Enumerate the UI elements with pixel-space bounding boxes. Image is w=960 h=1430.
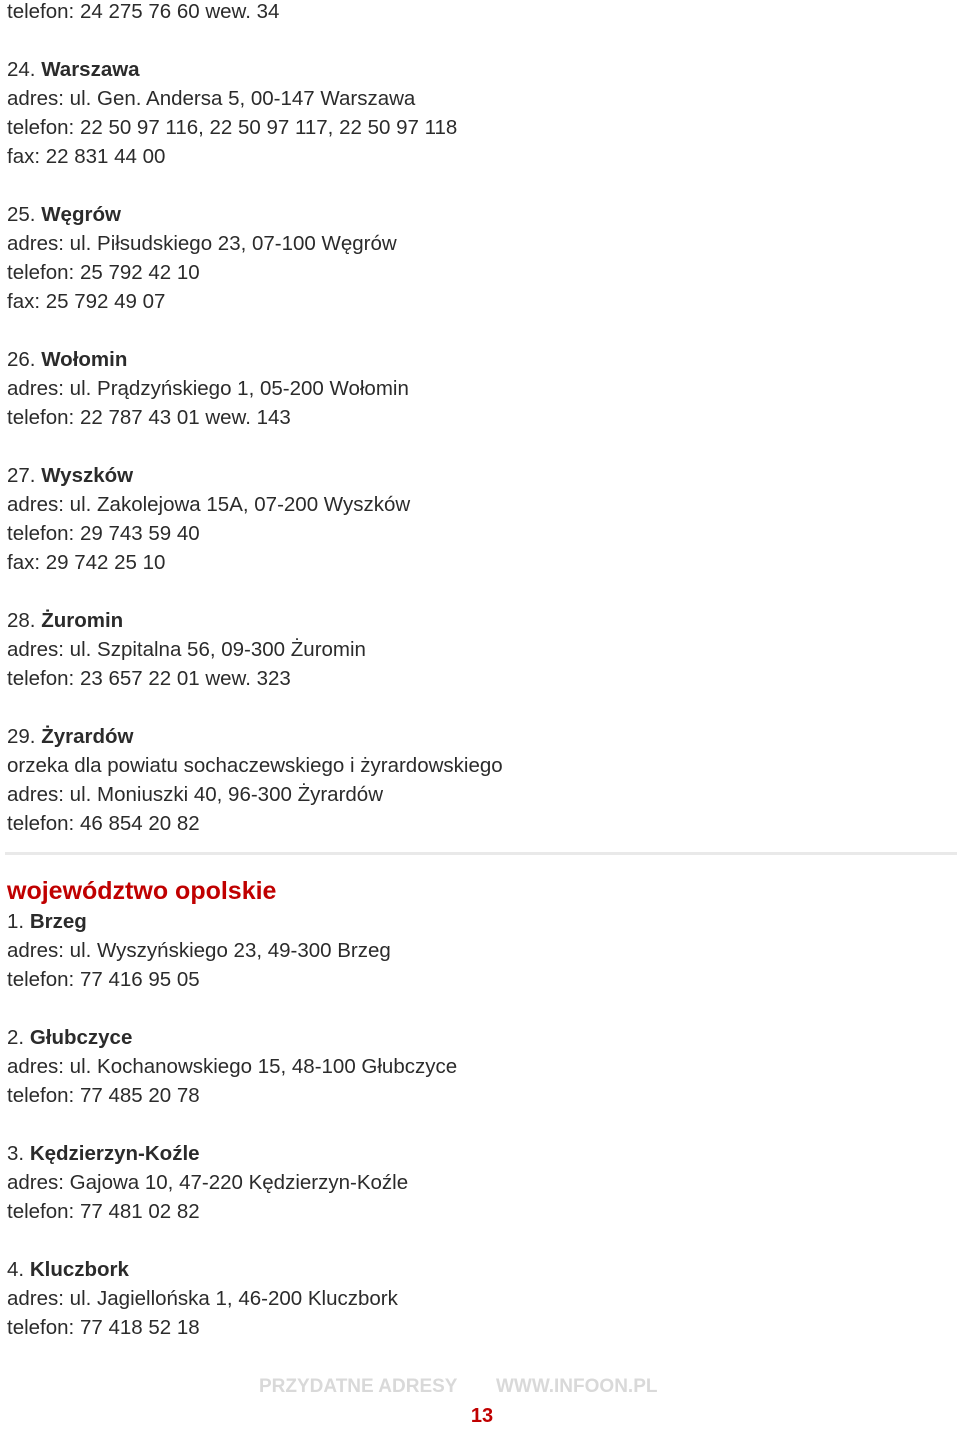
entry-detail-line: adres: ul. Szpitalna 56, 09-300 Żuromin xyxy=(7,638,366,661)
entry-city-name: Żyrardów xyxy=(41,725,134,748)
entry-detail-line: telefon: 22 787 43 01 wew. 143 xyxy=(7,406,291,429)
entry-number: 2. xyxy=(7,1026,25,1049)
entry-number: 3. xyxy=(7,1142,25,1165)
section-divider xyxy=(5,852,957,855)
address-entry xyxy=(7,722,947,838)
address-entry xyxy=(7,55,947,171)
entry-number: 25. xyxy=(7,203,36,226)
entry-title xyxy=(7,345,947,374)
entry-city-name: Brzeg xyxy=(29,910,87,933)
entry-detail-line: telefon: 77 485 20 78 xyxy=(7,1084,200,1107)
entry-title xyxy=(7,1255,947,1284)
entry-detail-line: adres: ul. Zakolejowa 15A, 07-200 Wyszków xyxy=(7,493,411,516)
page-number: 13 xyxy=(470,1405,494,1427)
address-list xyxy=(7,0,947,1342)
entry-detail-line: telefon: 23 657 22 01 wew. 323 xyxy=(7,667,291,690)
entry-city-name: Wołomin xyxy=(41,348,128,371)
entry-title xyxy=(7,606,947,635)
entry-title xyxy=(7,461,947,490)
region-heading: województwo opolskie xyxy=(7,877,277,905)
entry-detail-line: adres: ul. Piłsudskiego 23, 07-100 Węgrów xyxy=(7,232,397,255)
entry-title xyxy=(7,907,947,936)
entry-title xyxy=(7,722,947,751)
entry-city-name: Żuromin xyxy=(41,609,124,632)
entry-number: 29. xyxy=(7,725,36,748)
continued-phone-line: telefon: 24 275 76 60 wew. 34 xyxy=(7,0,280,23)
address-entry xyxy=(7,461,947,577)
entry-number: 26. xyxy=(7,348,36,371)
address-entry xyxy=(7,1023,947,1110)
entry-detail-line: telefon: 77 418 52 18 xyxy=(7,1316,200,1339)
entry-number: 24. xyxy=(7,58,36,81)
entry-detail-line: adres: ul. Moniuszki 40, 96-300 Żyrardów xyxy=(7,783,384,806)
entry-title xyxy=(7,1023,947,1052)
entry-detail-line: telefon: 77 481 02 82 xyxy=(7,1200,200,1223)
address-entries-opolskie xyxy=(7,907,947,1342)
entry-detail-line: telefon: 25 792 42 10 xyxy=(7,261,200,284)
entry-detail-line: adres: ul. Wyszyńskiego 23, 49-300 Brzeg xyxy=(7,939,391,962)
entry-city-name: Kluczbork xyxy=(29,1258,129,1281)
entry-detail-line: telefon: 46 854 20 82 xyxy=(7,812,200,835)
entry-detail-line: telefon: 22 50 97 116, 22 50 97 117, 22 50 97 118 xyxy=(7,116,458,139)
entry-detail-line: adres: ul. Kochanowskiego 15, 48-100 Głubczyce xyxy=(7,1055,458,1078)
entry-detail-line: adres: ul. Gen. Andersa 5, 00-147 Warszawa xyxy=(7,87,416,110)
entry-detail-line: orzeka dla powiatu sochaczewskiego i żyrardowskiego xyxy=(7,754,503,777)
entry-title xyxy=(7,55,947,84)
entry-detail-line: telefon: 29 743 59 40 xyxy=(7,522,200,545)
address-entry xyxy=(7,1139,947,1226)
entry-detail-line: fax: 29 742 25 10 xyxy=(7,551,166,574)
address-entry xyxy=(7,606,947,693)
entry-number: 4. xyxy=(7,1258,25,1281)
address-entry xyxy=(7,1255,947,1342)
footer-title: PRZYDATNE ADRESY xyxy=(259,1376,458,1397)
entry-title xyxy=(7,1139,947,1168)
footer-website: WWW.INFOON.PL xyxy=(496,1376,658,1397)
entry-number: 1. xyxy=(7,910,25,933)
entry-city-name: Warszawa xyxy=(41,58,140,81)
entry-detail-line: adres: Gajowa 10, 47-220 Kędzierzyn-Koźle xyxy=(7,1171,409,1194)
address-entry xyxy=(7,345,947,432)
entry-city-name: Węgrów xyxy=(41,203,121,226)
entry-title xyxy=(7,200,947,229)
entry-number: 27. xyxy=(7,464,36,487)
address-entries-mazowieckie xyxy=(7,55,947,838)
page-footer xyxy=(0,1376,960,1404)
entry-city-name: Kędzierzyn-Koźle xyxy=(29,1142,200,1165)
entry-number: 28. xyxy=(7,609,36,632)
entry-city-name: Wyszków xyxy=(41,464,134,487)
entry-detail-line: telefon: 77 416 95 05 xyxy=(7,968,200,991)
entry-detail-line: fax: 22 831 44 00 xyxy=(7,145,166,168)
entry-detail-line: adres: ul. Prądzyńskiego 1, 05-200 Wołomin xyxy=(7,377,409,400)
entry-detail-line: fax: 25 792 49 07 xyxy=(7,290,166,313)
address-entry xyxy=(7,200,947,316)
address-entry xyxy=(7,907,947,994)
entry-city-name: Głubczyce xyxy=(29,1026,133,1049)
entry-detail-line: adres: ul. Jagiellońska 1, 46-200 Kluczbork xyxy=(7,1287,398,1310)
